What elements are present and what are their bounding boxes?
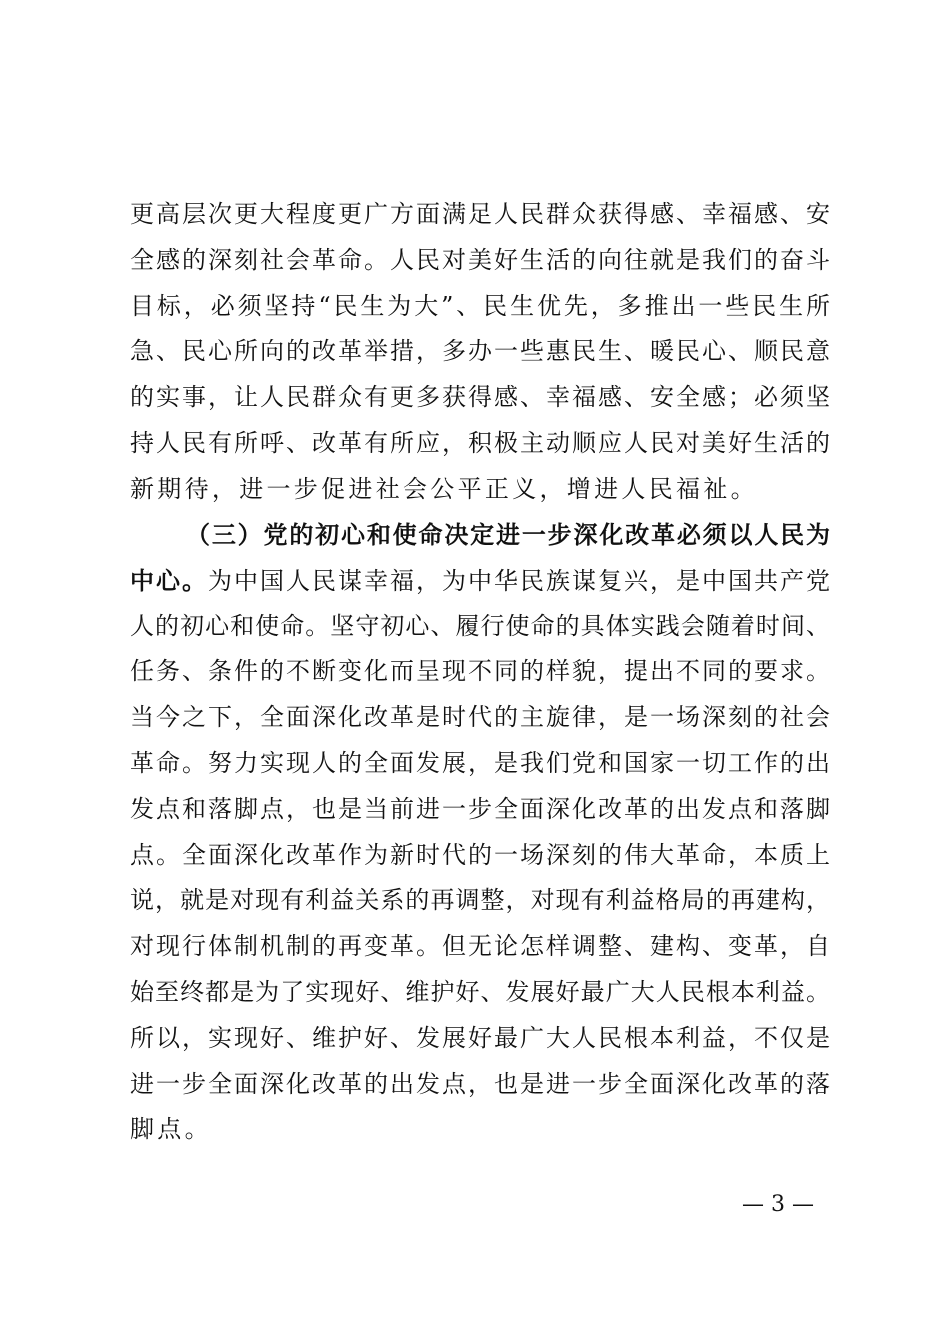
paragraph-line [130,558,830,604]
page-number: — 3 — [742,1192,814,1217]
paragraph-line: 任务、条件的不断变化而呈现不同的样貌，提出不同的要求。 [130,657,830,686]
paragraph-line: 所以，实现好、维护好、发展好最广大人民根本利益，不仅是 [130,1023,830,1052]
paragraph-line: 始至终都是为了实现好、维护好、发展好最广大人民根本利益。 [130,977,830,1006]
paragraph-line: 的实事，让人民群众有更多获得感、幸福感、安全感；必须坚 [130,383,830,412]
paragraph-line: 人的初心和使命。坚守初心、履行使命的具体实践会随着时间、 [130,611,830,640]
paragraph-line: 说，就是对现有利益关系的再调整，对现有利益格局的再建构， [130,886,830,915]
paragraph-line: 点。全面深化改革作为新时代的一场深刻的伟大革命，本质上 [130,840,830,869]
paragraph-line: 脚点。 [130,1115,212,1144]
paragraph-line: 发点和落脚点，也是当前进一步全面深化改革的出发点和落脚 [130,794,830,823]
paragraph-line: 革命。努力实现人的全面发展，是我们党和国家一切工作的出 [130,748,830,777]
paragraph-1 [130,192,830,513]
section-heading: （三）党的初心和使命决定进一步深化改革必须以人民为 [186,520,830,549]
paragraph-line: 对现行体制机制的再变革。但无论怎样调整、建构、变革，自 [130,932,830,961]
paragraph-line: 新期待，进一步促进社会公平正义，增进人民福祉。 [130,474,758,503]
paragraph-line: 更高层次更大程度更广方面满足人民群众获得感、幸福感、安 [130,200,830,228]
paragraph-line: 当今之下，全面深化改革是时代的主旋律，是一场深刻的社会 [130,703,830,732]
paragraph-line: 持人民有所呼、改革有所应，积极主动顺应人民对美好生活的 [130,428,830,457]
paragraph-line: 急、民心所向的改革举措，多办一些惠民生、暖民心、顺民意 [130,337,830,366]
paragraph-line: 全感的深刻社会革命。人民对美好生活的向往就是我们的奋斗 [130,245,830,274]
paragraph-2 [130,512,830,1153]
paragraph-line: 进一步全面深化改革的出发点，也是进一步全面深化改革的落 [130,1069,830,1098]
paragraph-text: 为中国人民谋幸福，为中华民族谋复兴，是中国共产党 [208,566,830,595]
paragraph-line: 目标，必须坚持“民生为大”、民生优先，多推出一些民生所 [130,291,830,320]
section-heading-end: 中心。 [130,565,208,595]
